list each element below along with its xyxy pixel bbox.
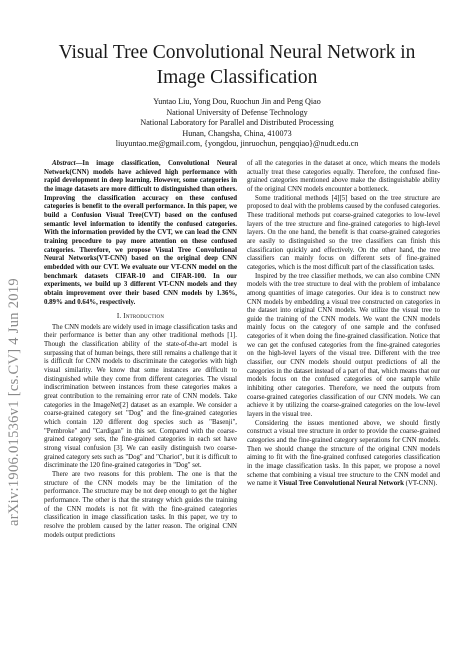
abstract-label: Abstract — [52, 160, 76, 167]
paper-title: Visual Tree Convolutional Neural Network in Image Classification — [58, 42, 416, 88]
affiliation-2: National Laboratory for Parallel and Distributed Processing — [140, 118, 334, 127]
author-names: Yuntao Liu, Yong Dou, Ruochun Jin and Peng Qiao — [153, 97, 321, 106]
left-column — [44, 160, 237, 540]
method-abbrev: (VT-CNN). — [403, 480, 438, 488]
location: Hunan, Changsha, China, 410073 — [182, 128, 292, 138]
intro-paragraph-6-text: Considering the issues mentioned above, we should firstly construct a visual tree structure in order to provide the coarse-grained categories and the fine-grained category seperations for CNN models. Then we should change the structure of the original CNN models aiming to fit with the fine-grained confused categories classification in the image classification tasks. In this paper, we propose a novel scheme that combining a visual tree structure to the CNN model and we name it — [247, 419, 440, 488]
intro-paragraph-2: There are two reasons for this problem. The one is that the structure of the CNN models may be the limitation of the performance. The structure may be not deep enough to get the higher performance. The other is that the strategy which guides the training of the CNN models is not fit with the fine-grained categories classification in image classification tasks. In this paper, we try to resolve the problem caused by the latter reason. The original CNN models output predictions — [44, 470, 237, 539]
section-heading-introduction: I. Introduction — [116, 312, 165, 321]
emails: liuyuntao.me@gmail.com, {yongdou, jinruochun, pengqiao}@nudt.edu.cn — [115, 139, 359, 148]
intro-paragraph-1: The CNN models are widely used in image classification tasks and their performance is better than any other traditional methods [1]. Though the classification ability of the state-of-the-art model is surpassing that of human beings, there still remains a challenge that it is difficult for CNN models to discriminate the categories with high visual similarity. We know that some instances are difficult to distinguished while they come from different categories. The visual indiscrimination between instances from these categories makes a great contribution to the remaining error rate of CNN models. Take categories in the ImageNet[2] dataset as an example. We consider a coarse-grained category set "Dog" and the fine-grained categories which contain 120 different dog species such as "Basenji", "Pembroke" and "Cardigan" in this set. Compared with the coarse-grained category sets, the fine-grained categories in each set have strong visual confusion [3]. We can easily distinguish two coarse-grained category sets such as "Dog" and "Chariot", but it is difficult to discriminate the 120 fine-grained categories in "Dog" set. — [44, 323, 237, 470]
abstract — [44, 160, 237, 307]
method-name: Visual Tree Convolutional Neural Network — [278, 480, 404, 488]
intro-paragraph-5: Inspired by the tree classifier methods, we can also combine CNN models with the tree structure to deal with the problem of imbalance among quantities of image categories. Our idea is to construct new CNN models by embedding a visual tree constructed on categories in the dataset into original CNN models. We utilize the visual tree to guide the training of the CNN models. We want the CNN models mainly focus on the category of one sample and the confused categories of it when doing the fine-grained classification. Notice that we can get the confused categories from the fine-grained categories on the high-level layers of the visual tree. Different with the tree classifier, our CNN models should output predictions of all the categories in the dataset instead of a part of that, which means that our models focus on the confused categories of one sample while inhibiting other categories. Therefore, we need the outputs from coarse-grained categories classification of our CNN models. We can achieve it by utilizing the coarse-grained categories on the low-level layers in the visual tree. — [247, 272, 440, 419]
author-block — [34, 97, 440, 150]
intro-paragraph-6 — [247, 420, 440, 489]
abstract-text: —In image classification, Convolutional Neural Network(CNN) models have achieved high performance with rapid development in deep learning. However, some categories in the image datasets are more difficult to distinguished than others. Improving the classification accuracy on these confused categories is benefit to the overall performance. In this paper, we build a Confusion Visual Tree(CVT) based on the confused semantic level information to identify the confused categories. With the information provided by the CVT, we can lead the CNN training procedure to pay more attention on these confused categories. Therefore, we propose Visual Tree Convolutional Neural Networks(VT-CNN) based on the original deep CNN embedded with our CVT. We evaluate our VT-CNN model on the benchmark datasets CIFAR-10 and CIFAR-100. In our experiments, we build up 3 different VT-CNN models and they obtain improvement over their based CNN models by 1.36%, 0.89% and 0.64%, respectively. — [44, 160, 237, 306]
right-column — [247, 160, 440, 489]
intro-paragraph-3: of all the categories in the dataset at once, which means the models actually treat these categories equally. Therefore, the confused fine-grained categories mentioned above make the distinguishable ability of the original CNN models encounter a bottleneck. — [247, 160, 440, 193]
arxiv-stamp: arXiv:1906.01536v1 [cs.CV] 4 Jun 2019 — [6, 278, 22, 526]
intro-paragraph-4: Some traditional methods [4][5] based on the tree structure are proposed to deal with the problems caused by the confused categories. These traditional methods put coarse-grained categories to low-level layers of the tree structure and fine-grained categories to high-level layers. On the one hand, the benefit is that coarse-grained categories are easily to distinguished so the tree classifiers can finish this classification quickly and effectively. On the other hand, the tree classifiers can mainly focus on different sets of fine-grained categories, which is the most difficult part of the classification tasks. — [247, 194, 440, 271]
affiliation-1: National University of Defense Technology — [166, 107, 308, 117]
